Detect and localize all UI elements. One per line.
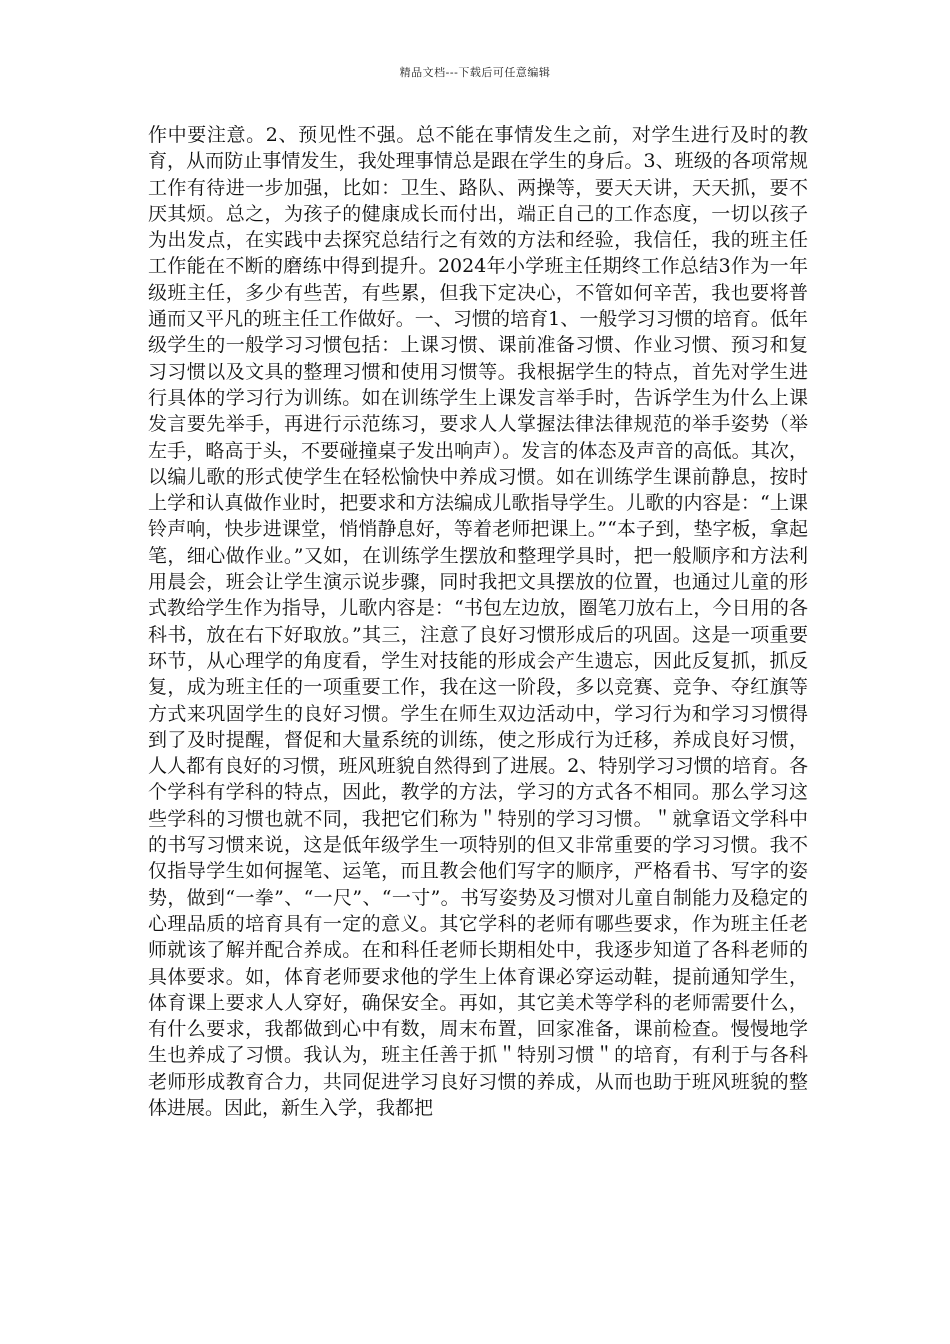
body-paragraph: 作中要注意。2、预见性不强。总不能在事情发生之前，对学生进行及时的教育，从而防止事情发生，我处理事情总是跟在学生的身后。3、班级的各项常规工作有待进一步加强，比如：卫生、路队、两操等，要天天讲，天天抓，要不厌其烦。总之，为孩子的健康成长而付出，端正自己的工作态度，一切以孩子为出发点，在实践中去探究总结行之有效的方法和经验，我信任，我的班主任工作能在不断的磨练中得到提升。2024年小学班主任期终工作总结3作为一年级班主任，多少有些苦，有些累，但我下定决心，不管如何辛苦，我也要将普通而又平凡的班主任工作做好。一、习惯的培育1、一般学习习惯的培育。低年级学生的一般学习习惯包括：上课习惯、课前准备习惯、作业习惯、预习和复习习惯以及文具的整理习惯和使用习惯等。我根据学生的特点，首先对学生进行具体的学习行为训练。如在训练学生上课发言举手时，告诉学生为什么上课发言要先举手，再进行示范练习，要求人人掌握法律法律规范的举手姿势（举左手，略高于头，不要碰撞桌子发出响声）。发言的体态及声音的高低。其次，以编儿歌的形式使学生在轻松愉快中养成习惯。如在训练学生课前静息，按时上学和认真做作业时，把要求和方法编成儿歌指导学生。儿歌的内容是：“上课铃声响，快步进课堂，悄悄静息好，等着老师把课上。”“本子到，垫字板，拿起笔，细心做作业。”又如，在训练学生摆放和整理学具时，把一般顺序和方法利用晨会，班会让学生演示说步骤，同时我把文具摆放的位置，也通过儿童的形式教给学生作为指导，儿歌内容是：“书包左边放，圈笔刀放右上，今日用的各科书，放在右下好取放。”其三，注意了良好习惯形成后的巩固。这是一项重要环节，从心理学的角度看，学生对技能的形成会产生遗忘，因此反复抓，抓反复，成为班主任的一项重要工作，我在这一阶段，多以竞赛、竞争、夺红旗等方式来巩固学生的良好习惯。学生在师生双边活动中，学习行为和学习习惯得到了及时提醒，督促和大量系统的训练，使之形成行为迁移，养成良好习惯，人人都有良好的习惯，班风班貌自然得到了进展。2、特别学习习惯的培育。各个学科有学科的特点，因此，教学的方法，学习的方式各不相同。那么学习这些学科的习惯也就不同，我把它们称为＂特别的学习习惯。＂就拿语文学科中的书写习惯来说，这是低年级学生一项特别的但又非常重要的学习习惯。我不仅指导学生如何握笔、运笔，而且教会他们写字的顺序，严格看书、写字的姿势，做到“一拳”、“一尺”、“一寸”。书写姿势及习惯对儿童自制能力及稳定的心理品质的培育具有一定的意义。其它学科的老师有哪些要求，作为班主任老师就该了解并配合养成。在和科任老师长期相处中，我逐步知道了各科老师的具体要求。如，体育老师要求他的学生上体育课必穿运动鞋，提前通知学生，体育课上要求人人穿好，确保安全。再如，其它美术等学科的老师需要什么，有什么要求，我都做到心中有数，周末布置，回家准备，课前检查。慢慢地学生也养成了习惯。我认为，班主任善于抓＂特别习惯＂的培育，有利于与各科老师形成教育合力，共同促进学习良好习惯的养成，从而也助于班风班貌的整体进展。因此，新生入学，我都把: [148, 124, 808, 1119]
page-header: 精品文档---下载后可任意编辑: [399, 66, 551, 79]
